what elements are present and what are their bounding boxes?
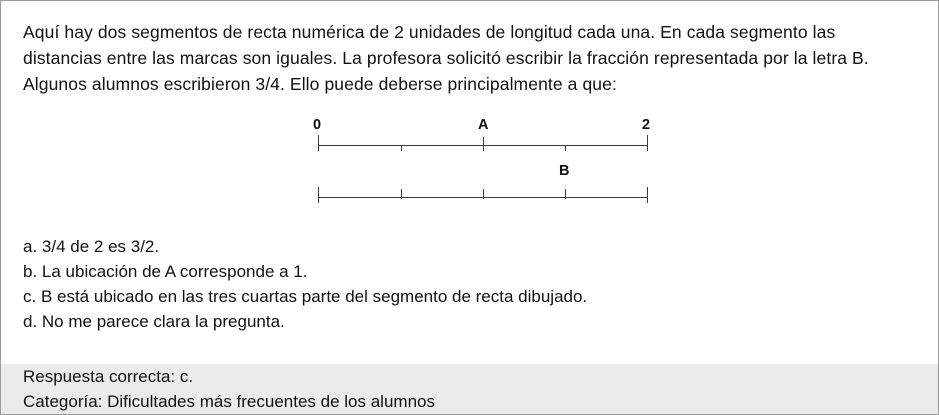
tick-top-A [483, 137, 484, 151]
answer-options [23, 234, 916, 334]
correct-answer: Respuesta correcta: c. [1, 364, 938, 389]
tick-bottom-0 [318, 187, 319, 203]
label-top-A: A [478, 117, 489, 133]
tick-top-half [401, 145, 402, 151]
label-bottom-B: B [559, 163, 570, 179]
tick-top-0 [318, 135, 319, 151]
tick-bottom-2 [647, 187, 648, 203]
answer-category: Categoría: Dificultades más frecuentes de los alumnos [1, 389, 938, 414]
number-line-figure [23, 115, 916, 220]
option-c[interactable]: c. B está ubicado en las tres cuartas parte del segmento de recta dibujado. [23, 287, 588, 306]
tick-bottom-one [483, 189, 484, 199]
tick-bottom-B [565, 189, 566, 199]
tick-top-three-halves [565, 145, 566, 151]
label-top-2: 2 [642, 117, 651, 133]
tick-top-2 [647, 135, 648, 151]
option-d[interactable]: d. No me parece clara la pregunta. [23, 312, 285, 331]
option-b[interactable]: b. La ubicación de A corresponde a 1. [23, 262, 308, 281]
question-stem: Aquí hay dos segmentos de recta numérica de 2 unidades de longitud cada una. En cada segmento las distancias entre las marcas son iguales. La profesora solicitó escribir la fracción representada por la letra B. Algunos alumnos escribieron 3/4. Ello puede deberse principalmente a que: [23, 22, 869, 94]
tick-bottom-half [401, 189, 402, 199]
label-top-0: 0 [313, 117, 322, 133]
answer-block [1, 364, 938, 414]
option-a[interactable]: a. 3/4 de 2 es 3/2. [23, 237, 160, 256]
